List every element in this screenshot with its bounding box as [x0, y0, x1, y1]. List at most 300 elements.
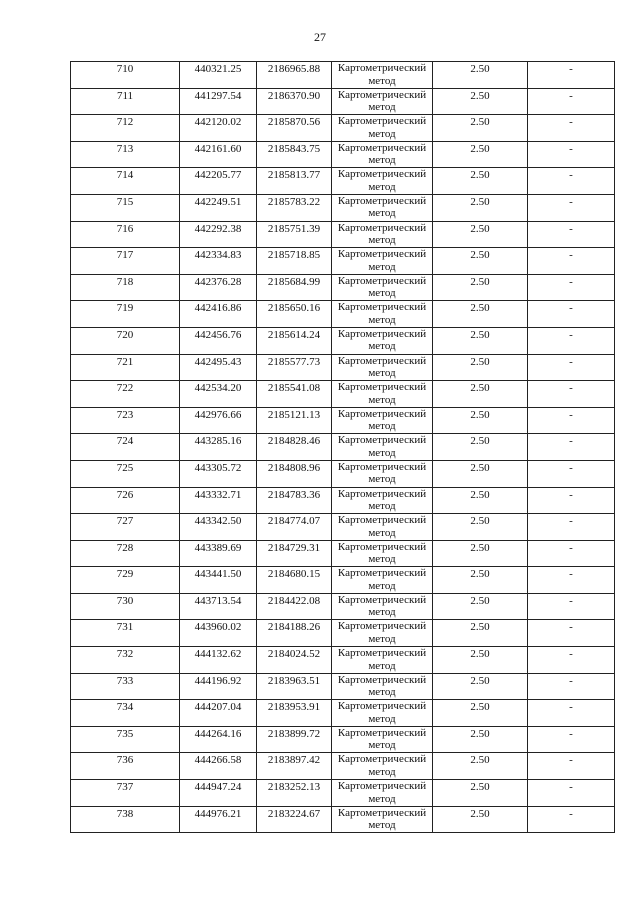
note-cell	[528, 248, 615, 275]
table-row	[71, 248, 615, 275]
y-coordinate-cell	[257, 593, 332, 620]
method-cell	[332, 354, 433, 381]
note-cell	[528, 274, 615, 301]
y-coordinate-cell-text: 2183252.13	[267, 781, 321, 794]
method-cell	[332, 540, 433, 567]
note-cell	[528, 407, 615, 434]
point-number-cell-text: 735	[116, 727, 134, 740]
table-row	[71, 62, 615, 89]
method-cell	[332, 514, 433, 541]
method-cell-text: Картометрический метод	[337, 115, 427, 140]
x-coordinate-cell-text: 444132.62	[194, 648, 242, 661]
x-coordinate-cell	[180, 700, 257, 727]
point-number-cell	[71, 62, 180, 89]
point-number-cell	[71, 780, 180, 807]
method-cell	[332, 248, 433, 275]
accuracy-cell-text: 2.50	[470, 701, 490, 714]
x-coordinate-cell	[180, 274, 257, 301]
y-coordinate-cell	[257, 301, 332, 328]
y-coordinate-cell	[257, 726, 332, 753]
note-cell	[528, 647, 615, 674]
x-coordinate-cell	[180, 407, 257, 434]
point-number-cell	[71, 407, 180, 434]
x-coordinate-cell	[180, 593, 257, 620]
x-coordinate-cell-text: 443389.69	[194, 541, 242, 554]
accuracy-cell-text: 2.50	[470, 461, 490, 474]
x-coordinate-cell	[180, 88, 257, 115]
x-coordinate-cell	[180, 194, 257, 221]
note-cell-text: -	[569, 621, 573, 634]
method-cell-text: Картометрический метод	[337, 327, 427, 353]
y-coordinate-cell	[257, 62, 332, 89]
accuracy-cell	[433, 62, 528, 89]
y-coordinate-cell-text: 2184680.15	[267, 568, 321, 581]
y-coordinate-cell	[257, 115, 332, 142]
method-cell	[332, 221, 433, 248]
accuracy-cell-text: 2.50	[470, 515, 490, 528]
table-row	[71, 434, 615, 461]
method-cell	[332, 673, 433, 700]
note-cell-text: -	[569, 594, 573, 607]
note-cell	[528, 567, 615, 594]
table-row	[71, 301, 615, 328]
table-row	[71, 673, 615, 700]
y-coordinate-cell	[257, 647, 332, 674]
note-cell	[528, 354, 615, 381]
accuracy-cell	[433, 381, 528, 408]
accuracy-cell	[433, 487, 528, 514]
point-number-cell	[71, 115, 180, 142]
method-cell	[332, 806, 433, 833]
point-number-cell	[71, 514, 180, 541]
x-coordinate-cell-text: 444976.21	[194, 807, 242, 820]
table-row	[71, 141, 615, 168]
accuracy-cell	[433, 221, 528, 248]
method-cell	[332, 141, 433, 168]
method-cell	[332, 88, 433, 115]
method-cell-text: Картометрический метод	[337, 354, 427, 380]
point-number-cell	[71, 354, 180, 381]
accuracy-cell-text: 2.50	[470, 727, 490, 740]
point-number-cell-text: 710	[116, 63, 134, 75]
table-row	[71, 514, 615, 541]
y-coordinate-cell	[257, 168, 332, 195]
table-row	[71, 115, 615, 142]
point-number-cell-text: 724	[116, 435, 134, 448]
accuracy-cell-text: 2.50	[470, 328, 490, 341]
method-cell	[332, 274, 433, 301]
point-number-cell	[71, 381, 180, 408]
accuracy-cell	[433, 407, 528, 434]
point-number-cell-text: 725	[116, 461, 134, 474]
note-cell	[528, 540, 615, 567]
note-cell	[528, 88, 615, 115]
method-cell	[332, 647, 433, 674]
y-coordinate-cell-text: 2184024.52	[267, 648, 321, 661]
accuracy-cell-text: 2.50	[470, 648, 490, 661]
y-coordinate-cell	[257, 88, 332, 115]
note-cell-text: -	[569, 408, 573, 421]
method-cell-text: Картометрический метод	[337, 753, 427, 778]
y-coordinate-cell	[257, 673, 332, 700]
y-coordinate-cell	[257, 141, 332, 168]
accuracy-cell	[433, 620, 528, 647]
method-cell	[332, 194, 433, 221]
method-cell	[332, 460, 433, 487]
note-cell-text: -	[569, 249, 573, 262]
accuracy-cell	[433, 141, 528, 168]
method-cell-text: Картометрический метод	[337, 780, 427, 805]
method-cell	[332, 381, 433, 408]
point-number-cell-text: 732	[116, 648, 134, 661]
note-cell-text: -	[569, 674, 573, 687]
point-number-cell	[71, 434, 180, 461]
y-coordinate-cell-text: 2184828.46	[267, 435, 321, 448]
x-coordinate-cell	[180, 487, 257, 514]
y-coordinate-cell-text: 2185751.39	[267, 222, 321, 235]
method-cell-text: Картометрический метод	[337, 88, 427, 114]
note-cell	[528, 168, 615, 195]
table-row	[71, 327, 615, 354]
note-cell-text: -	[569, 461, 573, 474]
x-coordinate-cell-text: 442161.60	[194, 142, 242, 155]
accuracy-cell	[433, 327, 528, 354]
accuracy-cell-text: 2.50	[470, 807, 490, 820]
table-row	[71, 168, 615, 195]
x-coordinate-cell	[180, 806, 257, 833]
y-coordinate-cell-text: 2185541.08	[267, 382, 321, 395]
x-coordinate-cell-text: 444266.58	[194, 754, 242, 767]
note-cell	[528, 221, 615, 248]
y-coordinate-cell-text: 2184422.08	[267, 594, 321, 607]
accuracy-cell	[433, 194, 528, 221]
point-number-cell-text: 733	[116, 674, 134, 687]
x-coordinate-cell-text: 442205.77	[194, 169, 242, 182]
point-number-cell-text: 731	[116, 621, 134, 634]
x-coordinate-cell	[180, 434, 257, 461]
accuracy-cell-text: 2.50	[470, 275, 490, 288]
accuracy-cell	[433, 115, 528, 142]
table-row	[71, 221, 615, 248]
x-coordinate-cell-text: 442976.66	[194, 408, 242, 421]
note-cell	[528, 141, 615, 168]
point-number-cell-text: 729	[116, 568, 134, 581]
accuracy-cell	[433, 593, 528, 620]
y-coordinate-cell	[257, 806, 332, 833]
method-cell	[332, 726, 433, 753]
note-cell-text: -	[569, 195, 573, 208]
table-row	[71, 700, 615, 727]
accuracy-cell-text: 2.50	[470, 754, 490, 767]
accuracy-cell-text: 2.50	[470, 302, 490, 315]
accuracy-cell-text: 2.50	[470, 382, 490, 395]
y-coordinate-cell-text: 2185684.99	[267, 275, 321, 288]
x-coordinate-cell-text: 444196.92	[194, 674, 242, 687]
y-coordinate-cell-text: 2183953.91	[267, 701, 321, 714]
y-coordinate-cell-text: 2185783.22	[267, 195, 321, 208]
x-coordinate-cell	[180, 221, 257, 248]
accuracy-cell-text: 2.50	[470, 142, 490, 155]
accuracy-cell	[433, 88, 528, 115]
note-cell	[528, 115, 615, 142]
x-coordinate-cell	[180, 460, 257, 487]
y-coordinate-cell	[257, 327, 332, 354]
table-row	[71, 780, 615, 807]
method-cell-text: Картометрический метод	[337, 567, 427, 592]
method-cell-text: Картометрический метод	[337, 381, 427, 406]
point-number-cell	[71, 593, 180, 620]
point-number-cell	[71, 753, 180, 780]
method-cell	[332, 593, 433, 620]
accuracy-cell	[433, 248, 528, 275]
y-coordinate-cell	[257, 274, 332, 301]
point-number-cell	[71, 726, 180, 753]
table-row	[71, 647, 615, 674]
x-coordinate-cell	[180, 753, 257, 780]
method-cell-text: Картометрический метод	[337, 194, 427, 220]
x-coordinate-cell-text: 443332.71	[194, 488, 242, 501]
x-coordinate-cell	[180, 381, 257, 408]
note-cell-text: -	[569, 781, 573, 794]
accuracy-cell	[433, 540, 528, 567]
x-coordinate-cell-text: 443342.50	[194, 515, 242, 528]
accuracy-cell	[433, 567, 528, 594]
accuracy-cell-text: 2.50	[470, 249, 490, 262]
method-cell-text: Картометрический метод	[337, 806, 427, 832]
accuracy-cell-text: 2.50	[470, 674, 490, 687]
point-number-cell	[71, 673, 180, 700]
note-cell-text: -	[569, 328, 573, 341]
point-number-cell-text: 714	[116, 169, 134, 182]
x-coordinate-cell-text: 444947.24	[194, 781, 242, 794]
method-cell	[332, 62, 433, 89]
note-cell-text: -	[569, 355, 573, 368]
x-coordinate-cell	[180, 780, 257, 807]
note-cell	[528, 593, 615, 620]
x-coordinate-cell-text: 442120.02	[194, 116, 242, 129]
table-row	[71, 726, 615, 753]
method-cell-text: Картометрический метод	[337, 726, 427, 752]
note-cell-text: -	[569, 89, 573, 102]
note-cell	[528, 700, 615, 727]
x-coordinate-cell	[180, 514, 257, 541]
point-number-cell	[71, 301, 180, 328]
y-coordinate-cell-text: 2184783.36	[267, 488, 321, 501]
y-coordinate-cell-text: 2183897.42	[267, 754, 321, 767]
note-cell-text: -	[569, 515, 573, 528]
point-number-cell-text: 712	[116, 116, 134, 129]
y-coordinate-cell-text: 2186965.88	[267, 63, 321, 75]
x-coordinate-cell-text: 442495.43	[194, 355, 242, 368]
y-coordinate-cell	[257, 700, 332, 727]
y-coordinate-cell-text: 2185843.75	[267, 142, 321, 155]
point-number-cell-text: 711	[116, 89, 134, 102]
point-number-cell-text: 734	[116, 701, 134, 714]
point-number-cell-text: 722	[116, 382, 134, 395]
table-row	[71, 567, 615, 594]
accuracy-cell	[433, 434, 528, 461]
y-coordinate-cell	[257, 248, 332, 275]
accuracy-cell-text: 2.50	[470, 169, 490, 182]
method-cell-text: Картометрический метод	[337, 673, 427, 699]
x-coordinate-cell	[180, 647, 257, 674]
method-cell-text: Картометрический метод	[337, 168, 427, 193]
y-coordinate-cell	[257, 407, 332, 434]
accuracy-cell	[433, 301, 528, 328]
accuracy-cell	[433, 647, 528, 674]
note-cell-text: -	[569, 302, 573, 315]
method-cell-text: Картометрический метод	[337, 301, 427, 326]
accuracy-cell	[433, 673, 528, 700]
note-cell	[528, 753, 615, 780]
point-number-cell	[71, 88, 180, 115]
accuracy-cell-text: 2.50	[470, 621, 490, 634]
accuracy-cell-text: 2.50	[470, 541, 490, 554]
x-coordinate-cell	[180, 141, 257, 168]
point-number-cell	[71, 168, 180, 195]
accuracy-cell	[433, 753, 528, 780]
table-row	[71, 381, 615, 408]
x-coordinate-cell-text: 442534.20	[194, 382, 242, 395]
accuracy-cell-text: 2.50	[470, 63, 490, 75]
y-coordinate-cell-text: 2185870.56	[267, 116, 321, 129]
method-cell-text: Картометрический метод	[337, 593, 427, 619]
y-coordinate-cell-text: 2185650.16	[267, 302, 321, 315]
note-cell-text: -	[569, 142, 573, 155]
accuracy-cell-text: 2.50	[470, 594, 490, 607]
x-coordinate-cell	[180, 354, 257, 381]
method-cell	[332, 434, 433, 461]
y-coordinate-cell-text: 2185718.85	[267, 249, 321, 262]
point-number-cell	[71, 274, 180, 301]
accuracy-cell-text: 2.50	[470, 89, 490, 102]
y-coordinate-cell-text: 2185577.73	[267, 355, 321, 368]
method-cell	[332, 301, 433, 328]
point-number-cell-text: 728	[116, 541, 134, 554]
accuracy-cell-text: 2.50	[470, 195, 490, 208]
note-cell-text: -	[569, 116, 573, 129]
note-cell	[528, 780, 615, 807]
x-coordinate-cell-text: 442376.28	[194, 275, 242, 288]
accuracy-cell	[433, 168, 528, 195]
table-row	[71, 487, 615, 514]
accuracy-cell	[433, 780, 528, 807]
accuracy-cell-text: 2.50	[470, 488, 490, 501]
y-coordinate-cell-text: 2185813.77	[267, 169, 321, 182]
method-cell-text: Картометрический метод	[337, 514, 427, 539]
y-coordinate-cell	[257, 354, 332, 381]
point-number-cell	[71, 141, 180, 168]
method-cell-text: Картометрический метод	[337, 540, 427, 566]
coordinates-table-body	[71, 62, 615, 833]
x-coordinate-cell	[180, 248, 257, 275]
method-cell	[332, 753, 433, 780]
point-number-cell-text: 723	[116, 408, 134, 421]
note-cell	[528, 301, 615, 328]
x-coordinate-cell-text: 442334.83	[194, 249, 242, 262]
method-cell-text: Картометрический метод	[337, 62, 427, 87]
note-cell	[528, 327, 615, 354]
method-cell	[332, 115, 433, 142]
method-cell-text: Картометрический метод	[337, 407, 427, 433]
y-coordinate-cell	[257, 567, 332, 594]
point-number-cell-text: 736	[116, 754, 134, 767]
method-cell-text: Картометрический метод	[337, 434, 427, 459]
method-cell-text: Картометрический метод	[337, 248, 427, 273]
point-number-cell	[71, 327, 180, 354]
method-cell-text: Картометрический метод	[337, 141, 427, 167]
table-row	[71, 540, 615, 567]
point-number-cell-text: 737	[116, 781, 134, 794]
x-coordinate-cell-text: 441297.54	[194, 89, 242, 102]
table-row	[71, 460, 615, 487]
point-number-cell	[71, 487, 180, 514]
note-cell-text: -	[569, 382, 573, 395]
accuracy-cell	[433, 514, 528, 541]
method-cell	[332, 567, 433, 594]
x-coordinate-cell-text: 443960.02	[194, 621, 242, 634]
y-coordinate-cell-text: 2183963.51	[267, 674, 321, 687]
method-cell	[332, 327, 433, 354]
note-cell-text: -	[569, 541, 573, 554]
table-row	[71, 88, 615, 115]
table-row	[71, 753, 615, 780]
method-cell	[332, 700, 433, 727]
point-number-cell	[71, 248, 180, 275]
x-coordinate-cell	[180, 673, 257, 700]
point-number-cell	[71, 460, 180, 487]
method-cell-text: Картометрический метод	[337, 647, 427, 672]
point-number-cell-text: 720	[116, 328, 134, 341]
x-coordinate-cell-text: 442416.86	[194, 302, 242, 315]
table-row	[71, 593, 615, 620]
accuracy-cell-text: 2.50	[470, 435, 490, 448]
accuracy-cell-text: 2.50	[470, 781, 490, 794]
x-coordinate-cell-text: 442249.51	[194, 195, 242, 208]
y-coordinate-cell	[257, 487, 332, 514]
x-coordinate-cell	[180, 62, 257, 89]
table-row	[71, 620, 615, 647]
y-coordinate-cell-text: 2184188.26	[267, 621, 321, 634]
method-cell	[332, 487, 433, 514]
y-coordinate-cell	[257, 780, 332, 807]
table-row	[71, 274, 615, 301]
point-number-cell-text: 718	[116, 275, 134, 288]
method-cell-text: Картометрический метод	[337, 274, 427, 300]
note-cell	[528, 673, 615, 700]
y-coordinate-cell	[257, 620, 332, 647]
y-coordinate-cell	[257, 381, 332, 408]
x-coordinate-cell-text: 444264.16	[194, 727, 242, 740]
coordinates-table	[70, 61, 615, 833]
y-coordinate-cell	[257, 221, 332, 248]
x-coordinate-cell	[180, 301, 257, 328]
method-cell-text: Картометрический метод	[337, 487, 427, 512]
note-cell-text: -	[569, 754, 573, 767]
accuracy-cell	[433, 700, 528, 727]
method-cell-text: Картометрический метод	[337, 460, 427, 486]
y-coordinate-cell-text: 2183224.67	[267, 807, 321, 820]
y-coordinate-cell	[257, 194, 332, 221]
x-coordinate-cell-text: 442292.38	[194, 222, 242, 235]
y-coordinate-cell	[257, 460, 332, 487]
accuracy-cell	[433, 354, 528, 381]
x-coordinate-cell-text: 443441.50	[194, 568, 242, 581]
accuracy-cell-text: 2.50	[470, 116, 490, 129]
note-cell	[528, 620, 615, 647]
method-cell-text: Картометрический метод	[337, 620, 427, 645]
accuracy-cell-text: 2.50	[470, 355, 490, 368]
